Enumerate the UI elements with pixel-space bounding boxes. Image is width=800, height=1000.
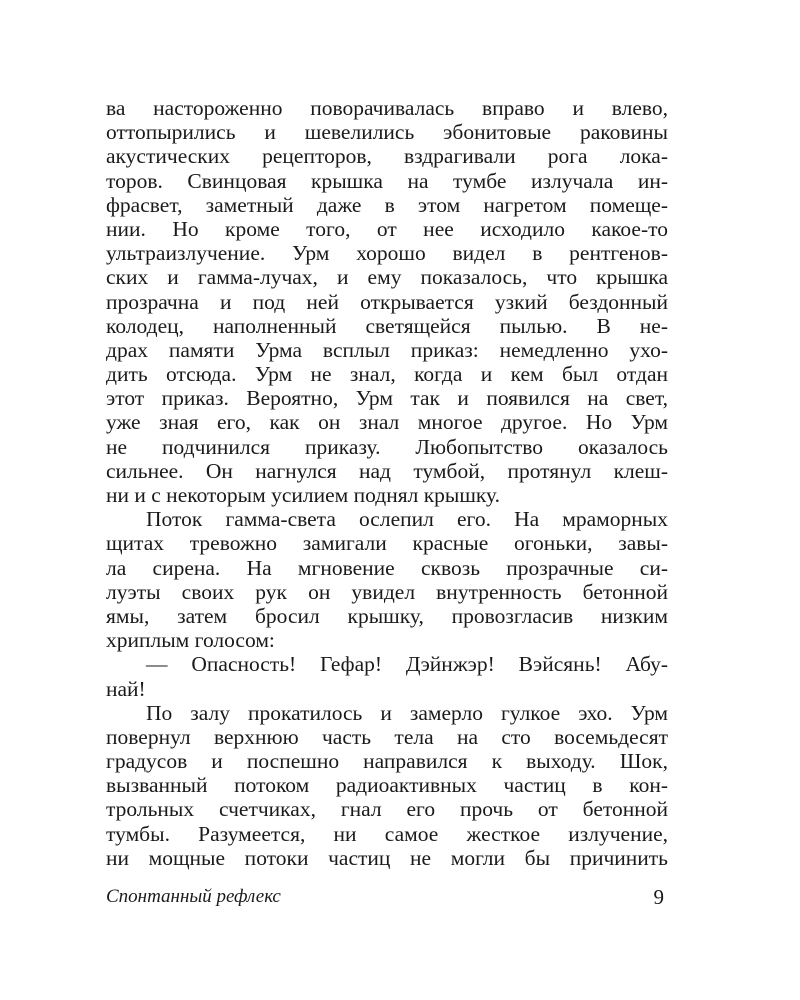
text-line: ультраизлучение. Урм хорошо видел в рентгенов- (106, 241, 668, 266)
text-line: нии. Но кроме того, от нее исходило какое-то (106, 216, 668, 241)
text-line: трольных счетчиках, гнал его прочь от бетонной (106, 797, 668, 822)
page-footer (106, 884, 668, 910)
text-line: уже зная его, как он знал многое другое. Но Урм (106, 410, 668, 435)
body-text (106, 96, 668, 870)
text-line: оттопырились и шевелились эбонитовые раковины (106, 120, 668, 145)
text-line: хриплым голосом: (106, 628, 275, 653)
text-line: прозрачна и под ней открывается узкий бездонный (106, 289, 668, 314)
text-line: фрасвет, заметный даже в этом нагретом помеще- (106, 192, 668, 217)
text-line: вызванный потоком радиоактивных частиц в кон- (106, 773, 668, 798)
text-line: драх памяти Урма всплыл приказ: немедленно ухо- (106, 337, 668, 362)
text-line: градусов и поспешно направился к выходу. Шок, (106, 749, 668, 774)
text-line: тумбы. Разумеется, ни самое жесткое излучение, (106, 821, 668, 846)
text-line: най! (106, 676, 146, 701)
text-line: ни мощные потоки частиц не могли бы причинить (106, 845, 668, 870)
text-line: сильнее. Он нагнулся над тумбой, протянул клеш- (106, 458, 668, 483)
text-line: щитах тревожно замигали красные огоньки, завы- (106, 531, 668, 556)
running-title: Спонтанный рефлекс (106, 886, 281, 907)
text-line: Поток гамма-света ослепил его. На мраморных (146, 507, 668, 532)
text-line: По залу прокатилось и замерло гулкое эхо. Урм (146, 700, 668, 725)
text-line: ских и гамма-лучах, и ему показалось, что крышка (106, 265, 668, 290)
text-line: торов. Свинцовая крышка на тумбе излучала ин- (106, 168, 668, 193)
text-line: ямы, затем бросил крышку, провозгласив низким (106, 603, 668, 628)
text-line: луэты своих рук он увидел внутренность бетонной (106, 579, 668, 604)
text-line: повернул верхнюю часть тела на сто восемьдесят (106, 724, 668, 749)
text-line: — Опасность! Гефар! Дэйнжэр! Вэйсянь! Абу- (146, 652, 668, 677)
text-line: ни и с некоторым усилием поднял крышку. (106, 483, 501, 507)
text-line: колодец, наполненный светящейся пылью. В не- (106, 313, 668, 338)
text-line: акустических рецепторов, вздрагивали рога лока- (106, 144, 668, 169)
page-number: 9 (653, 885, 664, 909)
text-line: дить отсюда. Урм не знал, когда и кем был отдан (106, 362, 668, 387)
text-line: ва настороженно поворачивалась вправо и влево, (106, 96, 668, 120)
text-line: ла сирена. На мгновение сквозь прозрачные си- (106, 555, 668, 580)
text-line: этот приказ. Вероятно, Урм так и появился на свет, (106, 386, 668, 411)
text-line: не подчинился приказу. Любопытство оказалось (106, 434, 668, 459)
